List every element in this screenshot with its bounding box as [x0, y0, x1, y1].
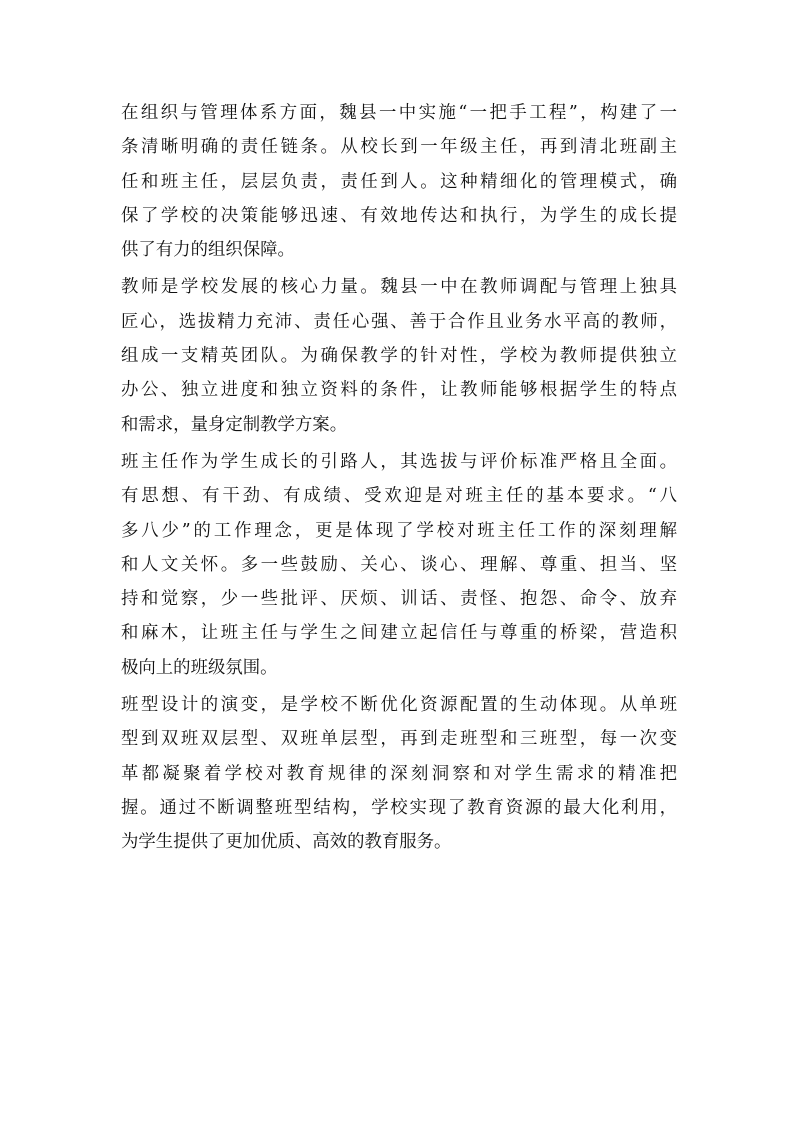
- text-line: 革都凝聚着学校对教育规律的深刻洞察和对学生需求的精准把: [121, 763, 677, 784]
- text-line: 和人文关怀。多一些鼓励、关心、谈心、理解、尊重、担当、坚: [121, 554, 677, 575]
- text-line: 条清晰明确的责任链条。从校长到一年级主任，再到清北班副主: [121, 137, 677, 158]
- text-line: 为学生提供了更加优质、高效的教育服务。: [121, 832, 452, 853]
- text-line: 持和觉察，少一些批评、厌烦、训话、责怪、抱怨、命令、放弃: [121, 589, 677, 610]
- text-line: 班主任作为学生成长的引路人，其选拔与评价标准严格且全面。: [121, 451, 677, 472]
- text-line: 组成一支精英团队。为确保教学的针对性，学校为教师提供独立: [121, 346, 677, 367]
- text-line: 任和班主任，层层负责，责任到人。这种精细化的管理模式，确: [121, 171, 677, 192]
- text-line: 在组织与管理体系方面，魏县一中实施“一把手工程”，构建了一: [121, 103, 677, 123]
- text-line: 型到双班双层型、双班单层型，再到走班型和三班型，每一次变: [121, 729, 677, 750]
- text-line: 多八少”的工作理念，更是体现了学校对班主任工作的深刻理解: [121, 520, 677, 541]
- text-line: 班型设计的演变，是学校不断优化资源配置的生动体现。从单班: [121, 695, 677, 716]
- paragraph-class-design: [121, 688, 677, 859]
- text-line: 匠心，选拔精力充沛、责任心强、善于合作且业务水平高的教师，: [121, 311, 677, 332]
- document-body: [121, 96, 677, 863]
- text-line: 握。通过不断调整班型结构，学校实现了教育资源的最大化利用，: [121, 797, 677, 818]
- text-line: 供了有力的组织保障。: [121, 240, 295, 261]
- text-line: 和麻木，让班主任与学生之间建立起信任与尊重的桥梁，营造积: [121, 623, 677, 644]
- text-line: 教师是学校发展的核心力量。魏县一中在教师调配与管理上独具: [121, 277, 677, 298]
- text-line: 有思想、有干劲、有成绩、受欢迎是对班主任的基本要求。“八: [121, 486, 677, 507]
- text-line: 和需求，量身定制教学方案。: [121, 414, 348, 435]
- text-line: 保了学校的决策能够迅速、有效地传达和执行，为学生的成长提: [121, 205, 677, 226]
- paragraph-head-teachers: [121, 445, 677, 685]
- text-line: 办公、独立进度和独立资料的条件，让教师能够根据学生的特点: [121, 380, 677, 401]
- text-line: 极向上的班级氛围。: [121, 657, 278, 678]
- paragraph-teachers: [121, 270, 677, 441]
- paragraph-organization: [121, 96, 677, 267]
